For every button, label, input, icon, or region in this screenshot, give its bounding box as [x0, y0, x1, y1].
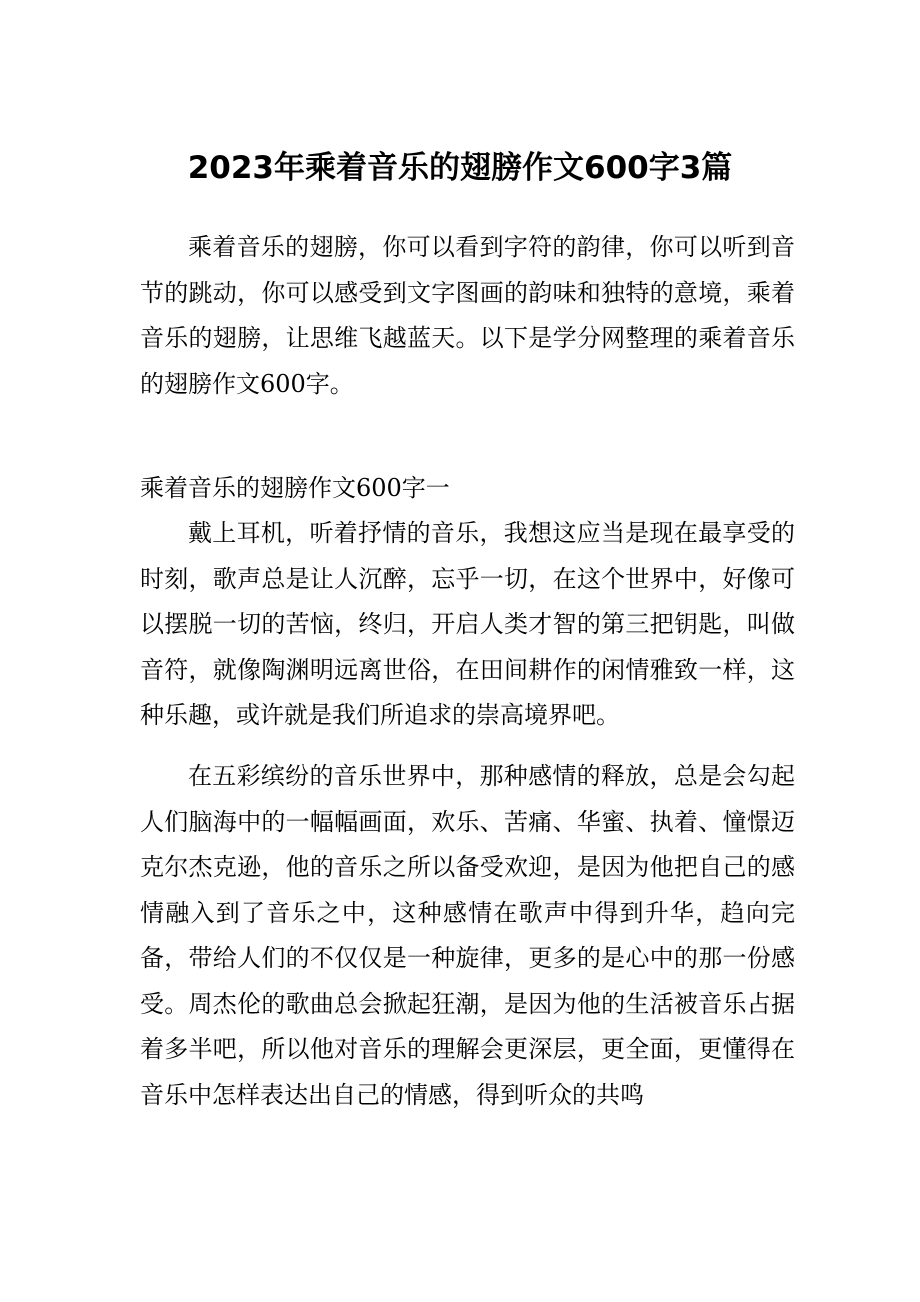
body-paragraph: 戴上耳机，听着抒情的音乐，我想这应当是现在最享受的时刻，歌声总是让人沉醉，忘乎一切，在这个世界中，好像可以摆脱一切的苦恼，终归，开启人类才智的第三把钥匙，叫做音符，就像陶渊明远离世俗，在田间耕作的闲情雅致一样，这种乐趣，或许就是我们所追求的崇高境界吧。 — [140, 519, 795, 729]
intro-paragraph: 乘着音乐的翅膀，你可以看到字符的韵律，你可以听到音节的跳动，你可以感受到文字图画的韵味和独特的意境，乘着音乐的翅膀，让思维飞越蓝天。以下是学分网整理的乘着音乐的翅膀作文600字。 — [140, 233, 795, 398]
body-paragraph: 在五彩缤纷的音乐世界中，那种感情的释放，总是会勾起人们脑海中的一幅幅画面，欢乐、苦痛、华蜜、执着、憧憬迈克尔杰克逊，他的音乐之所以备受欢迎，是因为他把自己的感情融入到了音乐之中，这种感情在歌声中得到升华，趋向完备，带给人们的不仅仅是一种旋律，更多的是心中的那一份感受。周杰伦的歌曲总会掀起狂潮，是因为他的生活被音乐占据着多半吧，所以他对音乐的理解会更深层，更全面，更懂得在音乐中怎样表达出自己的情感，得到听众的共鸣 — [140, 762, 795, 1109]
section-heading: 乘着音乐的翅膀作文600字一 — [140, 474, 450, 502]
document-title: 2023年乘着音乐的翅膀作文600字3篇 — [187, 150, 733, 186]
